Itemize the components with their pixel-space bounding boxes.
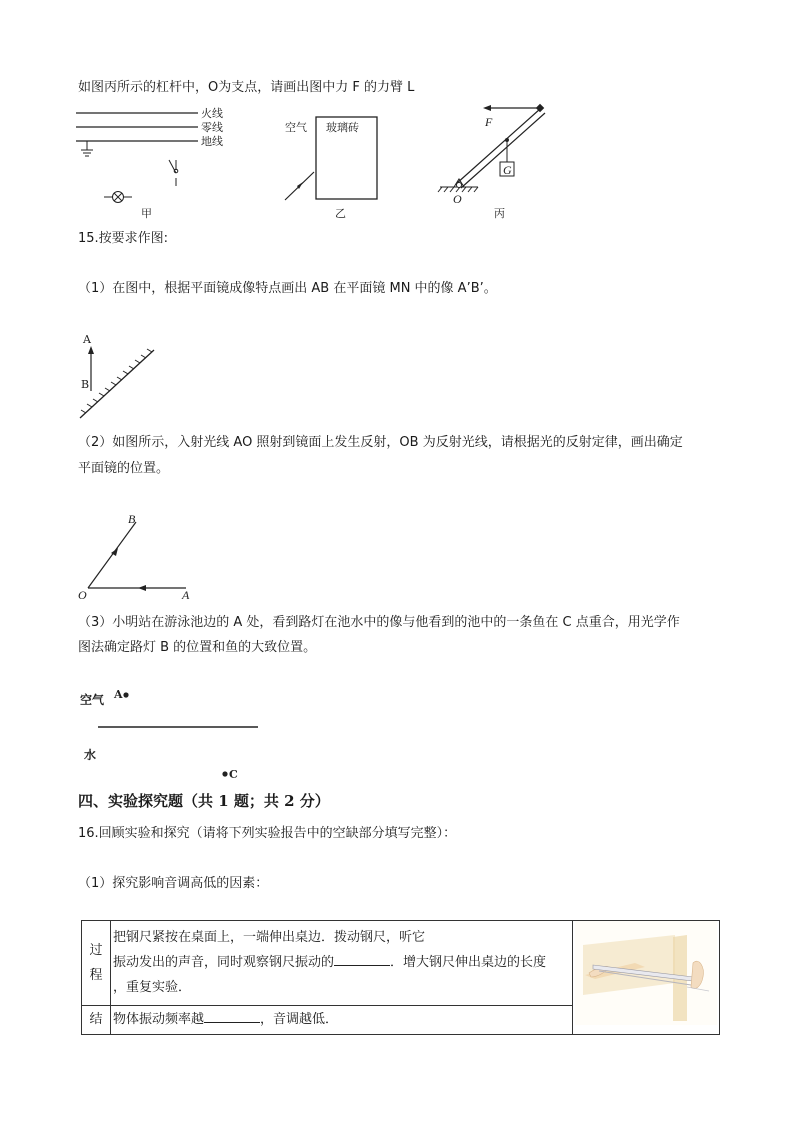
label-water: 水 — [84, 748, 97, 762]
q16-sub1: （1）探究影响音调高低的因素： — [78, 876, 269, 891]
process-cell: 把钢尺紧按在桌面上，一端伸出桌边．拨动钢尺，听它 振动发出的声音，同时观察钢尺振动的 ．增大钢尺伸出桌边的长度 ，重复实验． — [111, 921, 573, 1006]
label-neutral-wire: 零线 — [201, 121, 223, 134]
label-air: 空气 — [80, 693, 105, 707]
q15-part2-line2: 平面镜的位置。 — [78, 461, 170, 476]
label-glass-brick: 玻璃砖 — [326, 121, 359, 134]
conclusion-cell: 物体振动频率越 ，音调越低． — [111, 1005, 573, 1034]
q15-part1: （1）在图中，根据平面镜成像特点画出 AB 在平面镜 MN 中的像 A’B’。 — [78, 281, 497, 296]
blank-field[interactable] — [334, 950, 390, 966]
figure-circuit — [76, 106, 223, 220]
table-row — [82, 921, 720, 1006]
row-head-process: 过 程 — [82, 921, 111, 1006]
report-table — [81, 920, 720, 1035]
label-b: B — [81, 378, 90, 391]
caption-bing: 丙 — [494, 207, 505, 220]
blank-field[interactable] — [204, 1007, 260, 1023]
label-pivot-o: O — [453, 192, 462, 206]
label-c: C — [229, 768, 238, 781]
lamp-icon — [104, 192, 132, 203]
q15-part3-line2: 图法确定路灯 B 的位置和鱼的大致位置。 — [78, 640, 317, 655]
q15-part2-line1: （2）如图所示，入射光线 AO 照射到镜面上发生反射，OB 为反射光线，请根据光的反射定律，画出确定 — [78, 435, 683, 450]
caption-yi: 乙 — [335, 207, 346, 220]
label-ground-wire: 地线 — [201, 135, 223, 148]
caption-jia: 甲 — [141, 207, 152, 220]
question-lever-text: 如图丙所示的杠杆中，O为支点，请画出图中力 F 的力臂 L — [78, 80, 415, 95]
figure-glass-block — [285, 117, 377, 220]
label-force-f: F — [485, 115, 493, 129]
q15-title: 15.按要求作图: — [78, 231, 169, 246]
ruler-illustration — [575, 921, 717, 1025]
row-head-conclusion: 结 — [82, 1005, 111, 1034]
section-heading: 四、实验探究题（共 1 题；共 2 分） — [78, 792, 330, 810]
label-b: B — [128, 512, 136, 526]
label-fire-wire: 火线 — [201, 107, 223, 120]
label-weight-g: G — [503, 163, 512, 177]
label-a: A — [114, 688, 123, 701]
label-air: 空气 — [285, 121, 307, 134]
figure-mirror-ab — [76, 330, 160, 425]
label-a: A — [182, 588, 190, 600]
label-a: A — [83, 333, 91, 346]
q15-part3-line1: （3）小明站在游泳池边的 A 处，看到路灯在池水中的像与他看到的池中的一条鱼在 C 点重合，用光学作 — [78, 615, 680, 630]
figure-reflection — [74, 508, 204, 600]
label-o: O — [78, 588, 87, 600]
figure-lever — [438, 104, 545, 220]
figure-pool — [78, 683, 263, 783]
experiment-image — [573, 921, 720, 1035]
figure-row-lever — [70, 100, 550, 222]
q16-title: 16.回顾实验和探究（请将下列实验报告中的空缺部分填写完整）： — [78, 826, 457, 841]
